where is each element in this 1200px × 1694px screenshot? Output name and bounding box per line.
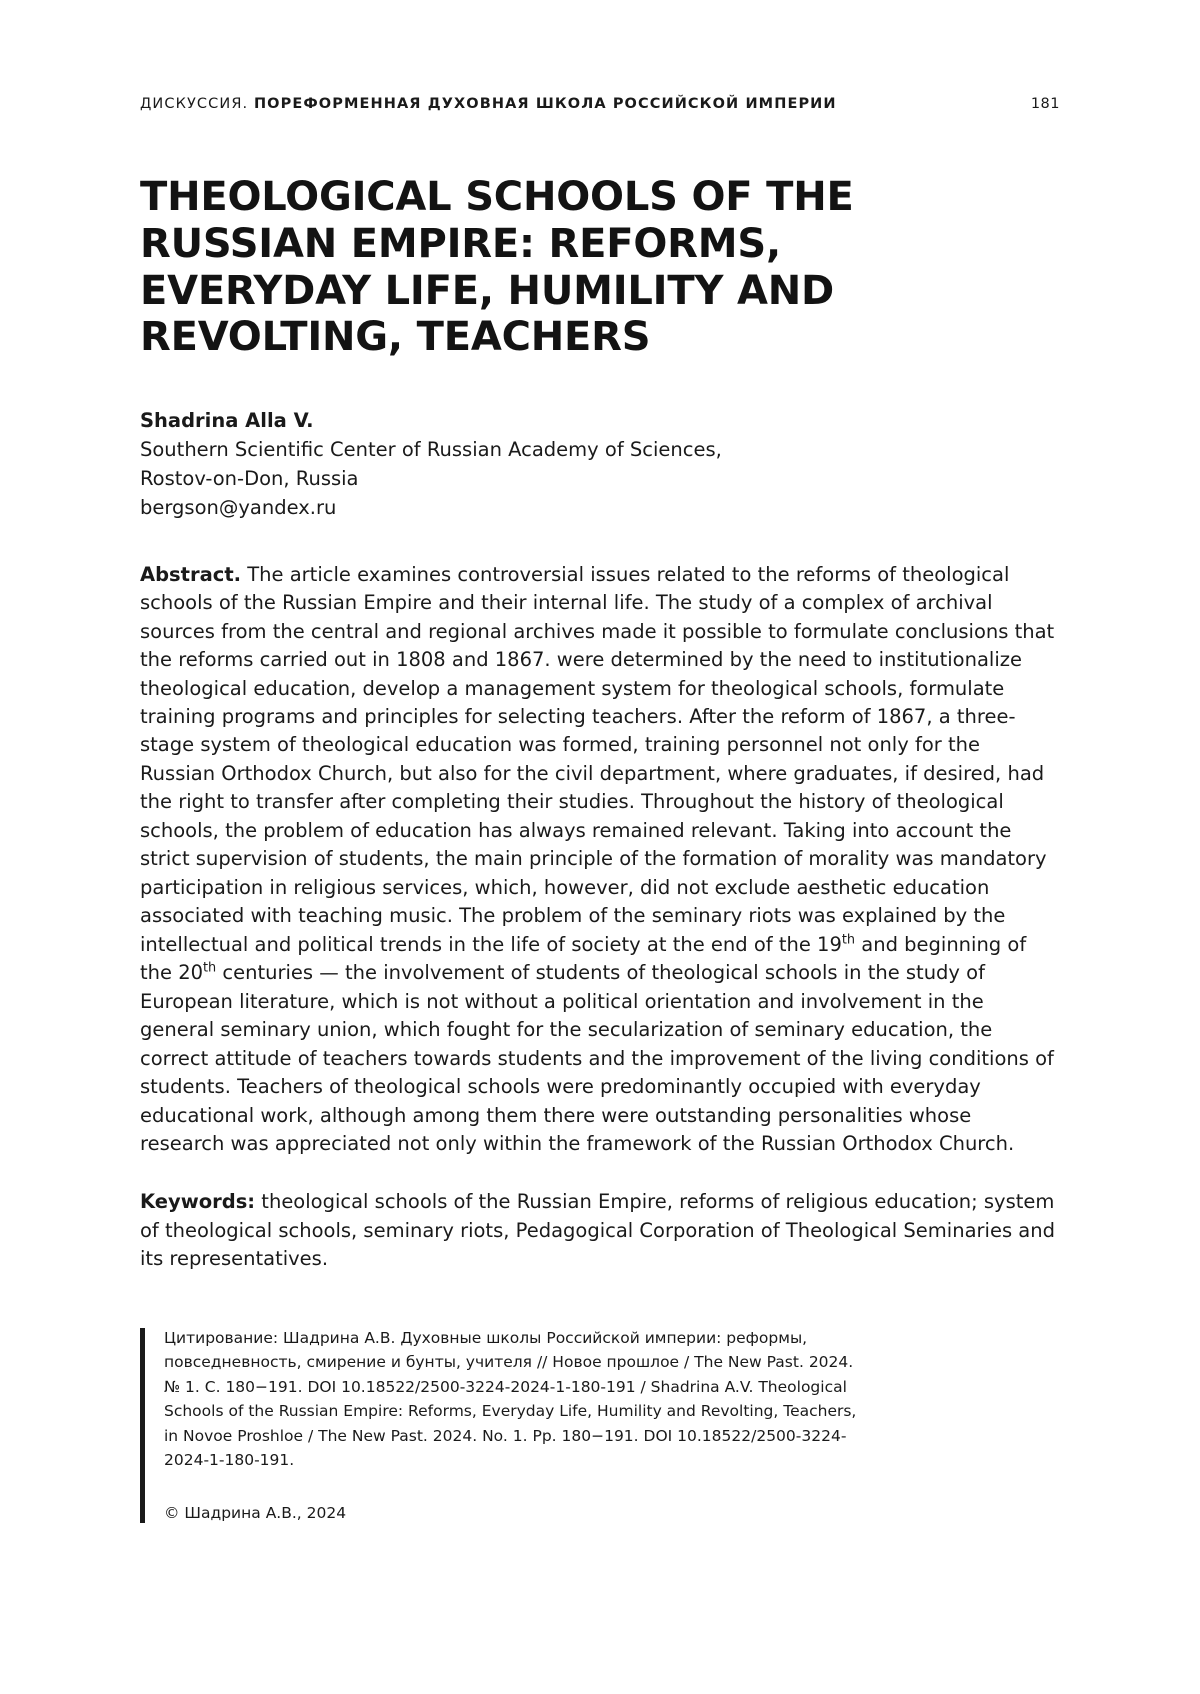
abstract-superscript-1: th: [841, 932, 856, 948]
abstract-superscript-2: th: [203, 960, 217, 976]
citation-accent-bar: [140, 1328, 145, 1523]
citation-block: [140, 1326, 1060, 1525]
abstract-label: Abstract.: [140, 562, 242, 586]
running-head-title: [140, 96, 837, 112]
page-title: THEOLOGICAL SCHOOLS OF THE RUSSIAN EMPIRE: REFORMS, EVERYDAY LIFE, HUMILITY AND REVOLTING, TEACHERS: [140, 174, 854, 361]
running-head-section: ДИСКУССИЯ.: [140, 96, 249, 112]
keywords-text: theological schools of the Russian Empire, reforms of religious education; system of theological schools, seminary riots, Pedagogical Corporation of Theological Seminaries and its representatives.: [140, 1190, 1055, 1271]
keywords-paragraph: [140, 1188, 1060, 1273]
page-number: 181: [1030, 96, 1060, 112]
running-head-journal-section: ПОРЕФОРМЕННАЯ ДУХОВНАЯ ШКОЛА РОССИЙСКОЙ ИМПЕРИИ: [253, 96, 837, 112]
citation-text: Цитирование: Шадрина А.В. Духовные школы Российской империи: реформы, повседневность, смирение и бунты, учителя // Новое прошлое / The New Past. 2024. № 1. С. 180−191. DOI 10.18522/2500-3224-2024-1-180-191 / Shadrina A.V. Theological Schools of the Russian Empire: Reforms, Everyday Life, Humility and Revolting, Teachers, in Novoe Proshloe / The New Past. 2024. No. 1. Pp. 180−191. DOI 10.18522/2500-3224-2024-1-180-191.: [164, 1328, 857, 1470]
keywords-label: Keywords:: [140, 1190, 256, 1214]
running-head: [140, 96, 1060, 112]
abstract-paragraph: [140, 561, 1060, 1159]
abstract-text-part-3: centuries — the involvement of students of theological schools in the study of European literature, which is not without a political orientation and involvement in the general seminary union, which fought for the secularization of seminary education, the correct attitude of teachers towards students and the improvement of the living conditions of students. Teachers of theological schools were predominantly occupied with everyday educational work, although among them there were outstanding personalities whose research was appreciated not only within the framework of the Russian Orthodox Church.: [140, 961, 1054, 1155]
author-name: Shadrina Alla V.: [140, 409, 314, 433]
author-affiliation: Southern Scientific Center of Russian Academy of Sciences,: [140, 438, 722, 462]
abstract-text-part-2: and beginning of the 20: [140, 932, 1027, 985]
abstract-text-part-1: The article examines controversial issues related to the reforms of theological schools of the Russian Empire and their internal life. The study of a complex of archival sources from the central and regional archives made it possible to formulate conclusions that the reforms carried out in 1808 and 1867. were determined by the need to institutionalize theological education, develop a management system for theological schools, formulate training programs and principles for selecting teachers. After the reform of 1867, a three-stage system of theological education was formed, training personnel not only for the Russian Orthodox Church, but also for the civil department, where graduates, if desired, had the right to transfer after completing their studies. Throughout the history of theological schools, the problem of education has always remained relevant. Taking into account the strict supervision of students, the main principle of the formation of morality was mandatory participation in religious services, which, however, did not exclude aesthetic education associated with teaching music. The problem of the seminary riots was explained by the intellectual and political trends in the life of society at the end of the 19: [140, 562, 1055, 956]
copyright-text: © Шадрина А.В., 2024: [164, 1503, 347, 1522]
author-email: bergson@yandex.ru: [140, 495, 337, 519]
author-block: [140, 407, 1060, 522]
author-location: Rostov-on-Don, Russia: [140, 466, 359, 490]
